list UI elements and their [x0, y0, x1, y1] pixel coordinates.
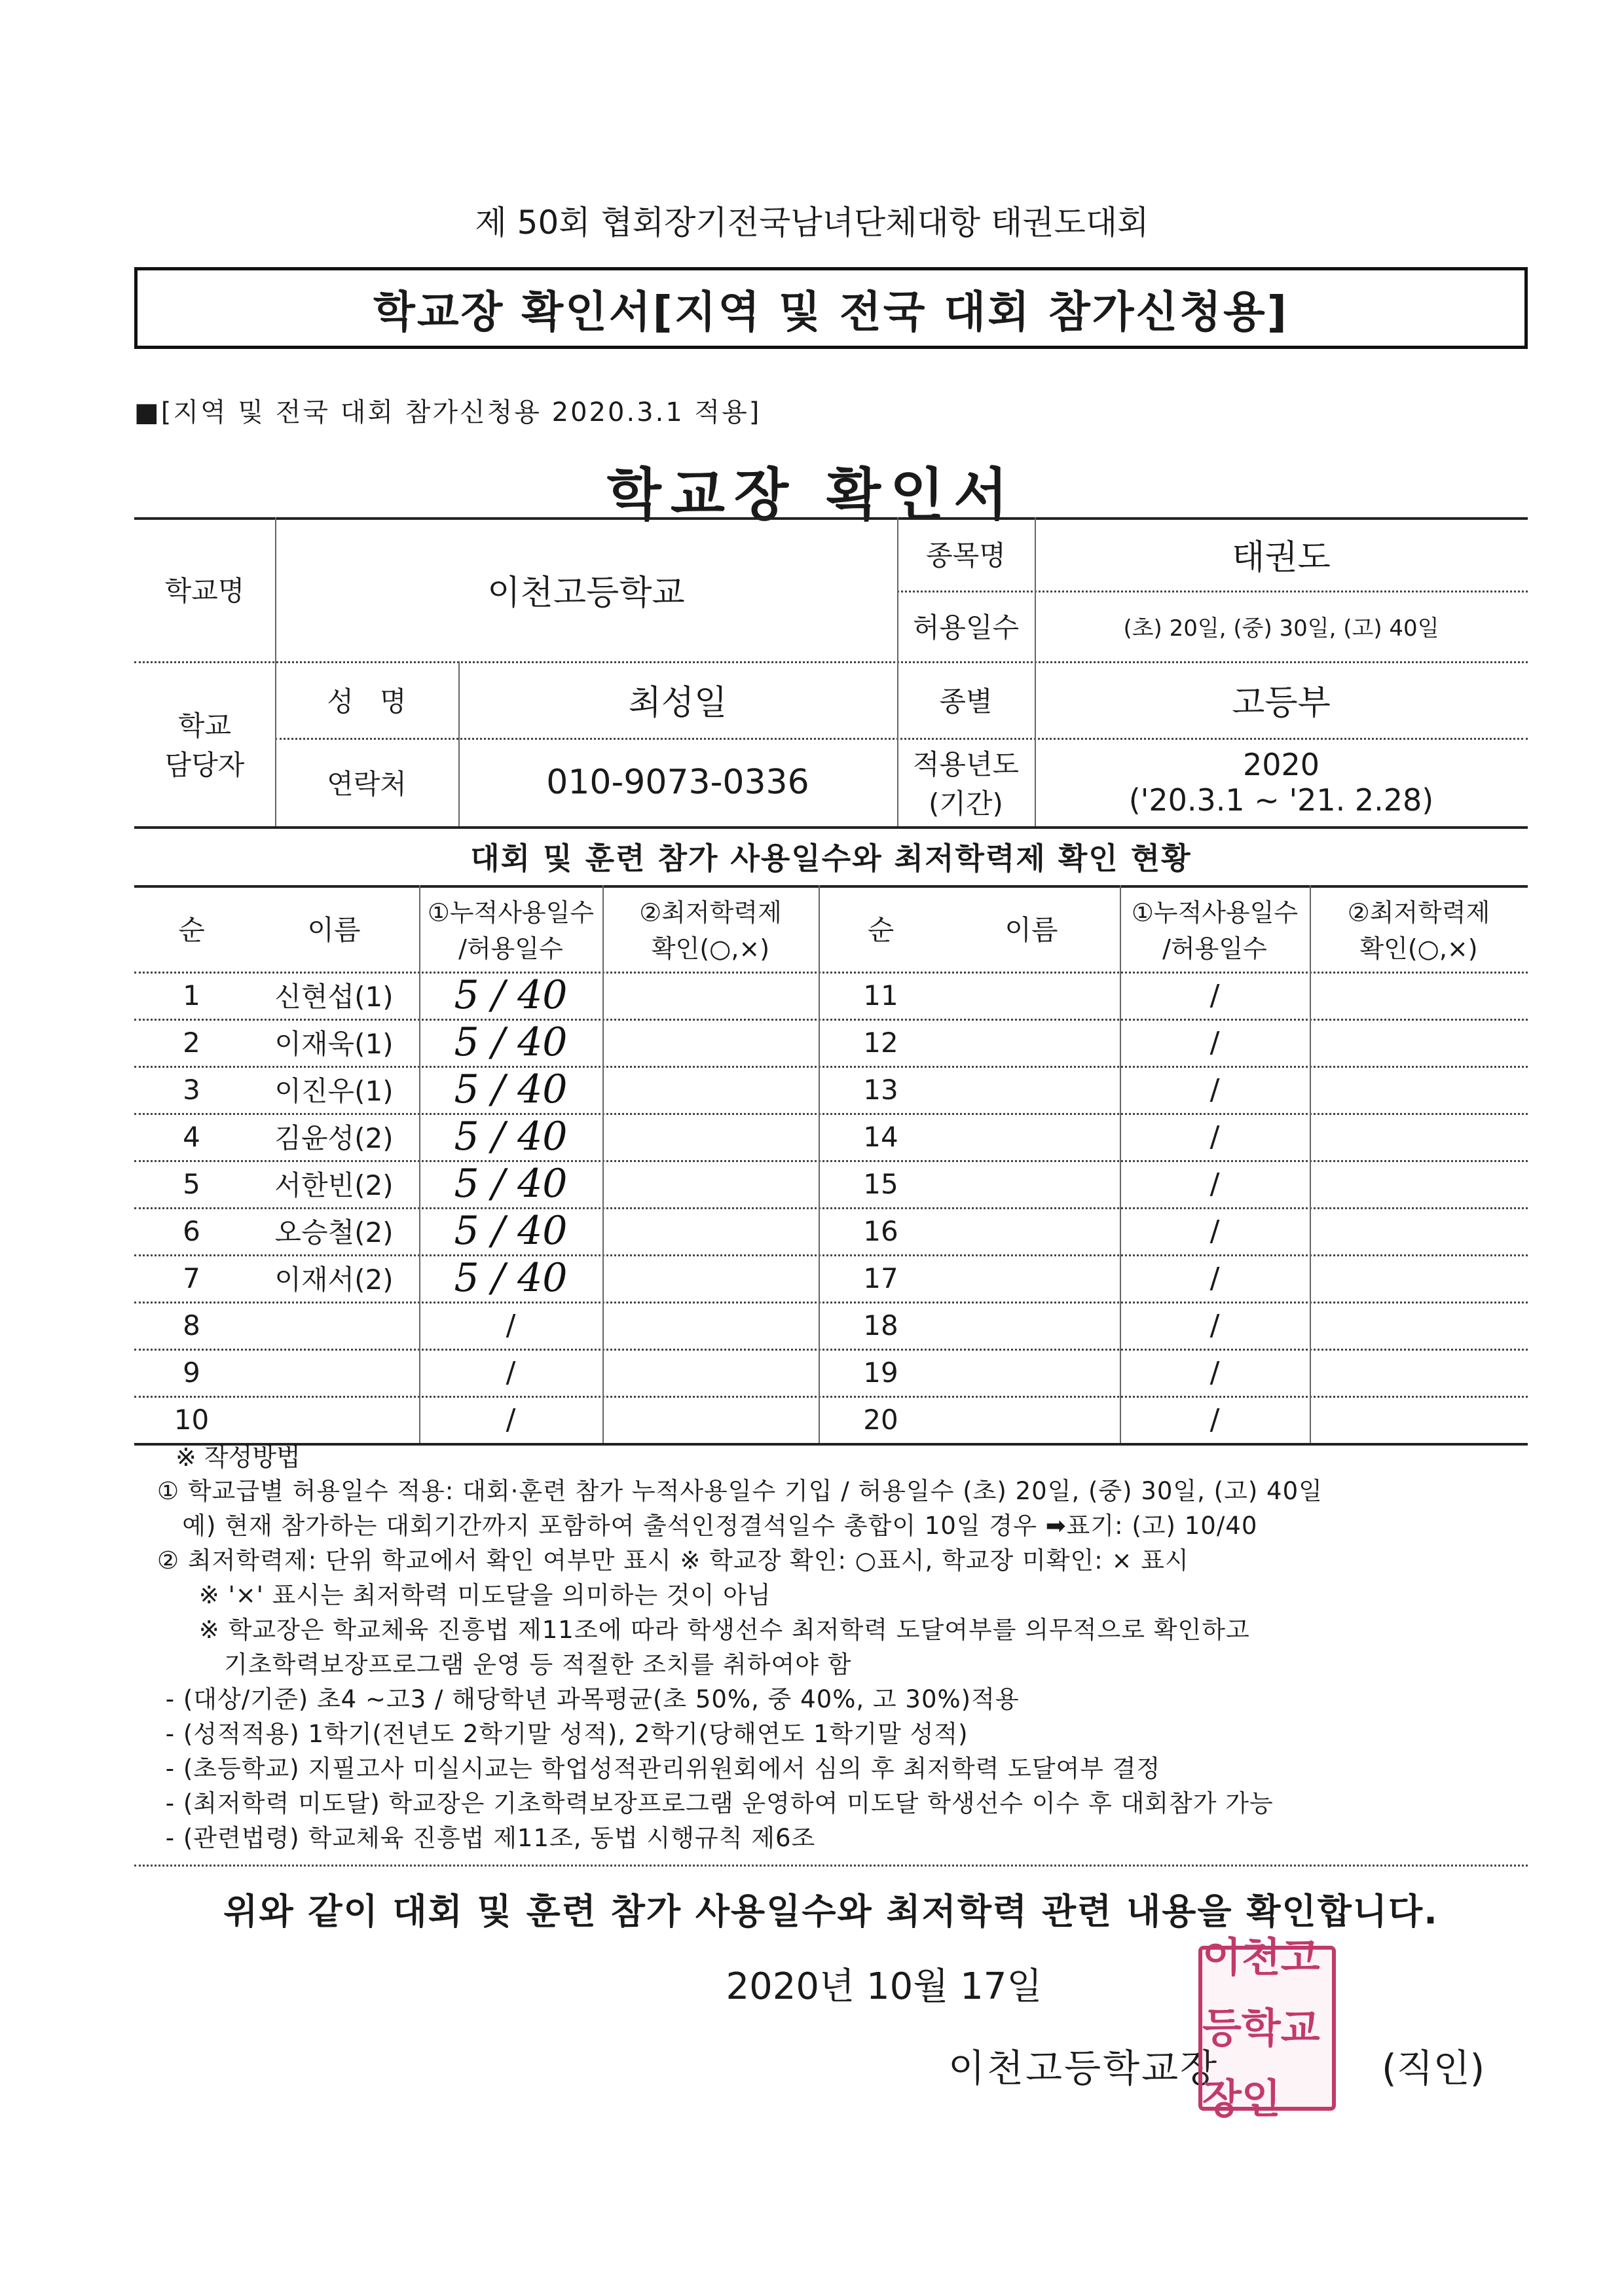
used-allowed-days: / — [1209, 1308, 1220, 1342]
year-label-line2: (기간) — [929, 787, 1003, 820]
player-name: 김윤성(2) — [274, 1122, 394, 1154]
method-line: ② 최저학력제: 단위 학교에서 확인 여부만 표시 ※ 학교장 확인: ○표시, 학교장 미확인: × 표시 — [157, 1546, 1189, 1575]
player-name — [943, 1160, 1120, 1207]
table-column-divider — [602, 885, 604, 1443]
row-number: 9 — [183, 1356, 200, 1389]
method-line: ① 학교급별 허용일수 적용: 대회·훈련 참가 누적사용일수 기입 / 허용일수 (초) 20일, (중) 30일, (고) 40일 — [157, 1477, 1323, 1505]
player-name: 이재서(2) — [274, 1264, 394, 1296]
player-name — [943, 1113, 1120, 1160]
method-line: - (성적적용) 1학기(전년도 2학기말 성적), 2학기(당해연도 1학기말 성적) — [157, 1720, 969, 1748]
header-check-line1: ②최저학력제 — [1347, 898, 1490, 927]
used-allowed-days: 5 / 40 — [454, 1255, 568, 1301]
header-days-line1: ①누적사용일수 — [427, 898, 595, 927]
header-check-line1: ②최저학력제 — [639, 898, 782, 927]
used-allowed-days: 5 / 40 — [454, 1208, 568, 1254]
player-name — [943, 1207, 1120, 1254]
header-days-left — [419, 885, 602, 972]
row-number: 13 — [863, 1073, 898, 1106]
row-number: 14 — [863, 1120, 898, 1153]
contact-label: 연락처 — [327, 767, 407, 800]
division-value: 고등부 — [1232, 683, 1331, 723]
header-check-line2: 확인(○,×) — [1359, 934, 1478, 963]
page-title: 학교장 확인서 — [606, 462, 1018, 528]
seal-text: 이천고등학교장인 — [1202, 1933, 1320, 2123]
year-value — [1035, 738, 1528, 826]
square-bullet-icon: ■ — [134, 397, 161, 428]
row-number: 11 — [863, 979, 898, 1011]
row-number: 10 — [174, 1403, 210, 1436]
signing-date: 2020년 10월 17일 — [726, 1965, 1043, 2008]
row-number: 15 — [863, 1167, 898, 1200]
used-allowed-days: / — [1209, 1355, 1220, 1389]
header-days-right — [1120, 885, 1310, 972]
year-label — [897, 738, 1035, 826]
row-number: 6 — [183, 1214, 200, 1247]
header-days-line2: /허용일수 — [458, 934, 563, 963]
method-line: 예) 현재 참가하는 대회기간까지 포함하여 출석인정결석일수 총합이 10일 경우 ➡표기: (고) 10/40 — [157, 1512, 1258, 1540]
player-name — [249, 1349, 419, 1396]
used-allowed-days: / — [506, 1355, 516, 1389]
official-seal — [1198, 1933, 1336, 2123]
row-number: 20 — [863, 1403, 898, 1436]
player-name — [943, 1066, 1120, 1113]
year-label-line1: 적용년도 — [912, 748, 1020, 780]
allowed-days-label: 허용일수 — [912, 611, 1020, 644]
row-number: 2 — [183, 1026, 200, 1059]
applicable-period: ('20.3.1 ~ '21. 2.28) — [1128, 782, 1434, 818]
used-allowed-days: 5 / 40 — [454, 1161, 568, 1207]
method-line: 기초학력보장프로그램 운영 등 적절한 조치를 취하여야 함 — [157, 1650, 852, 1679]
used-allowed-days: / — [506, 1402, 516, 1436]
sport-label: 종목명 — [926, 539, 1006, 572]
used-allowed-days: / — [1209, 1120, 1220, 1154]
staff-name: 최성일 — [628, 683, 728, 723]
player-name — [249, 1302, 419, 1349]
applicable-year: 2020 — [1242, 746, 1320, 782]
allowed-days-value: (초) 20일, (중) 30일, (고) 40일 — [1123, 615, 1439, 642]
used-allowed-days: 5 / 40 — [454, 972, 568, 1018]
row-number: 3 — [183, 1073, 200, 1106]
row-number: 12 — [863, 1026, 898, 1059]
used-allowed-days: / — [1209, 978, 1220, 1012]
contact-value: 010-9073-0336 — [546, 762, 809, 802]
header-check-line2: 확인(○,×) — [651, 934, 770, 963]
player-name — [249, 1396, 419, 1443]
staff-label-line2: 담당자 — [164, 749, 245, 781]
row-number: 17 — [863, 1262, 898, 1294]
player-name: 이진우(1) — [274, 1075, 394, 1107]
seal-note: (직인) — [1382, 2046, 1485, 2090]
header-name-left: 이름 — [307, 914, 361, 946]
applicability-notice — [134, 392, 761, 429]
player-name — [943, 1302, 1120, 1349]
player-name — [943, 1019, 1120, 1066]
row-number: 5 — [183, 1167, 200, 1200]
row-number: 7 — [183, 1262, 200, 1294]
player-name: 서한빈(2) — [274, 1169, 394, 1201]
used-allowed-days: / — [1209, 1402, 1220, 1436]
player-name — [943, 1254, 1120, 1302]
method-line: - (초등학교) 지필고사 미실시교는 학업성적관리위원회에서 심의 후 최저학력 도달여부 결정 — [157, 1755, 1161, 1783]
tournament-title: 제 50회 협회장기전국남녀단체대항 태권도대회 — [475, 204, 1149, 242]
document-box-title: 학교장 확인서[지역 및 전국 대회 참가신청용] — [134, 267, 1528, 349]
method-line: - (관련법령) 학교체육 진흥법 제11조, 동법 시행규칙 제6조 — [157, 1824, 816, 1852]
table-title: 대회 및 훈련 참가 사용일수와 최저학력제 확인 현황 — [470, 840, 1192, 876]
header-days-line2: /허용일수 — [1162, 934, 1267, 963]
used-allowed-days: / — [1209, 1025, 1220, 1059]
player-name — [943, 1349, 1120, 1396]
used-allowed-days: / — [1209, 1072, 1220, 1106]
used-allowed-days: / — [1209, 1167, 1220, 1201]
row-number: 1 — [183, 979, 200, 1011]
used-allowed-days: 5 / 40 — [454, 1019, 568, 1065]
player-name — [943, 1396, 1120, 1443]
school-label: 학교명 — [164, 575, 245, 607]
used-allowed-days: / — [506, 1308, 516, 1342]
row-number: 8 — [183, 1309, 200, 1341]
header-name-right: 이름 — [1005, 914, 1058, 946]
header-no-left: 순 — [178, 914, 205, 946]
header-check-left — [602, 885, 819, 972]
staff-label-line1: 학교 — [177, 710, 232, 742]
header-check-right — [1310, 885, 1528, 972]
division-label: 종별 — [939, 685, 993, 718]
used-allowed-days: 5 / 40 — [454, 1114, 568, 1159]
method-line: - (최저학력 미도달) 학교장은 기초학력보장프로그램 운영하여 미도달 학생선수 이수 후 대회참가 가능 — [157, 1789, 1274, 1817]
used-allowed-days: / — [1209, 1214, 1220, 1248]
signer-name: 이천고등학교장 — [948, 2046, 1219, 2090]
school-name: 이천고등학교 — [487, 573, 685, 613]
table-row-rule — [134, 1443, 1528, 1446]
player-name — [943, 972, 1120, 1019]
player-name: 이재욱(1) — [274, 1028, 394, 1060]
method-title: ※ 작성방법 — [175, 1443, 301, 1472]
staff-label — [134, 661, 275, 826]
notice-text: [지역 및 전국 대회 참가신청용 2020.3.1 적용] — [160, 397, 762, 428]
method-line: ※ '×' 표시는 최저학력 미도달을 의미하는 것이 아님 — [157, 1581, 771, 1609]
used-allowed-days: 5 / 40 — [454, 1066, 568, 1112]
method-line: - (대상/기준) 초4 ~고3 / 해당학년 과목평균(초 50%, 중 40%, 고 30%)적용 — [157, 1685, 1020, 1713]
info-bottom-rule — [134, 826, 1528, 829]
player-name: 오승철(2) — [274, 1216, 394, 1248]
row-number: 4 — [183, 1120, 200, 1153]
header-no-right: 순 — [867, 914, 895, 946]
method-bottom-rule — [134, 1865, 1528, 1867]
table-column-divider — [1310, 885, 1311, 1443]
row-number: 18 — [863, 1309, 898, 1341]
sport-name: 태권도 — [1232, 538, 1331, 577]
method-line: ※ 학교장은 학교체육 진흥법 제11조에 따라 학생선수 최저학력 도달여부를 의무적으로 확인하고 — [157, 1616, 1250, 1644]
player-name: 신현섭(1) — [274, 981, 394, 1013]
row-number: 19 — [863, 1356, 898, 1389]
header-days-line1: ①누적사용일수 — [1131, 898, 1299, 927]
row-number: 16 — [863, 1214, 898, 1247]
confirmation-text: 위와 같이 대회 및 훈련 참가 사용일수와 최저학력 관련 내용을 확인합니다. — [223, 1890, 1439, 1932]
name-label: 성 명 — [327, 685, 407, 718]
used-allowed-days: / — [1209, 1261, 1220, 1295]
